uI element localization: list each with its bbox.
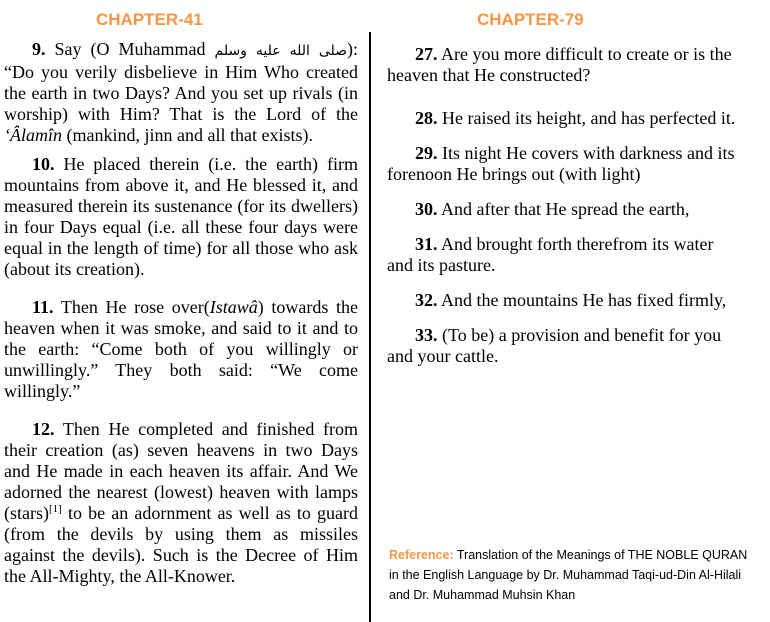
verse-text: He raised its height, and has perfected it. <box>437 108 736 128</box>
left-chapter-column <box>4 39 358 587</box>
verse-number: 12. <box>32 419 55 439</box>
verse-number: 10. <box>32 154 55 174</box>
verse-10 <box>4 154 358 280</box>
verse-9 <box>4 39 358 146</box>
verse-31 <box>387 234 743 276</box>
verse-12 <box>4 419 358 587</box>
verse-text: And brought forth therefrom its water and its pasture. <box>387 234 714 275</box>
verse-number: 9. <box>32 39 46 59</box>
verse-text: (mankind, jinn and all that exists). <box>62 125 313 145</box>
verse-text: Then He completed and finished from their creation (as) seven heavens in two Days and He made in each heaven its affair. And We adorned the nearest (lowest) heaven with lamps (stars) <box>4 419 358 523</box>
reference-note <box>389 545 759 605</box>
verse-text: ): “Do you verily disbelieve in Him Who created the earth in two Days? And you set up rivals (in worship) with Him? That is the Lord of the <box>4 39 359 124</box>
left-chapter-title: CHAPTER-41 <box>96 10 203 29</box>
reference-label: Reference: <box>389 548 454 562</box>
right-chapter-title: CHAPTER-79 <box>477 10 584 29</box>
verse-text: ) towards the heaven when it was smoke, and said to it and to the earth: “Come both of you willingly or unwillingly.” They both said: “We come willingly.” <box>4 297 358 401</box>
verse-number: 28. <box>415 108 438 128</box>
verse-text: Are you more difficult to create or is the heaven that He constructed? <box>387 44 732 85</box>
verse-text: to be an adornment as well as to guard (from the devils by using them as missiles against the devils). Such is the Decree of Him the All-Mighty, the All-Knower. <box>4 503 358 586</box>
verse-number: 27. <box>415 44 438 64</box>
verse-text: (To be) a provision and benefit for you and your cattle. <box>387 325 722 366</box>
verse-number: 33. <box>415 325 438 345</box>
verse-28 <box>387 108 743 129</box>
verse-11 <box>4 297 358 402</box>
footnote-marker[interactable]: [1] <box>48 503 62 515</box>
arabic-honorific: صلى الله عليه وسلم <box>214 43 348 59</box>
verse-text: And the mountains He has fixed firmly, <box>437 290 727 310</box>
verse-number: 31. <box>415 234 438 254</box>
column-divider <box>369 32 371 622</box>
reference-text: Translation of the Meanings of THE NOBLE QURAN in the English Language by Dr. Muhammad Taqi-ud-Din Al-Hilali and Dr. Muhammad Muhsin Khan <box>389 548 748 602</box>
verse-32 <box>387 290 743 311</box>
verse-italic-term: ‘Âlamîn <box>4 125 62 145</box>
verse-italic-term: Istawâ <box>209 297 258 317</box>
verse-30 <box>387 199 743 220</box>
verse-29 <box>387 143 743 185</box>
verse-number: 30. <box>415 199 438 219</box>
verse-number: 32. <box>415 290 438 310</box>
verse-number: 29. <box>415 143 438 163</box>
verse-33 <box>387 325 743 367</box>
verse-text: He placed therein (i.e. the earth) firm mountains from above it, and He blessed it, and measured therein its sustenance (for its dwellers) in four Days equal (i.e. all these four days were equal in the length of time) for all those who ask (about its creation). <box>4 154 358 279</box>
verse-number: 11. <box>32 297 54 317</box>
verse-text: Say (O Muhammad <box>45 39 215 59</box>
verse-text: Then He rose over( <box>53 297 210 317</box>
right-chapter-column <box>387 44 743 367</box>
verse-text: Its night He covers with darkness and its forenoon He brings out (with light) <box>387 143 735 184</box>
verse-text: And after that He spread the earth, <box>437 199 690 219</box>
verse-27 <box>387 44 743 86</box>
